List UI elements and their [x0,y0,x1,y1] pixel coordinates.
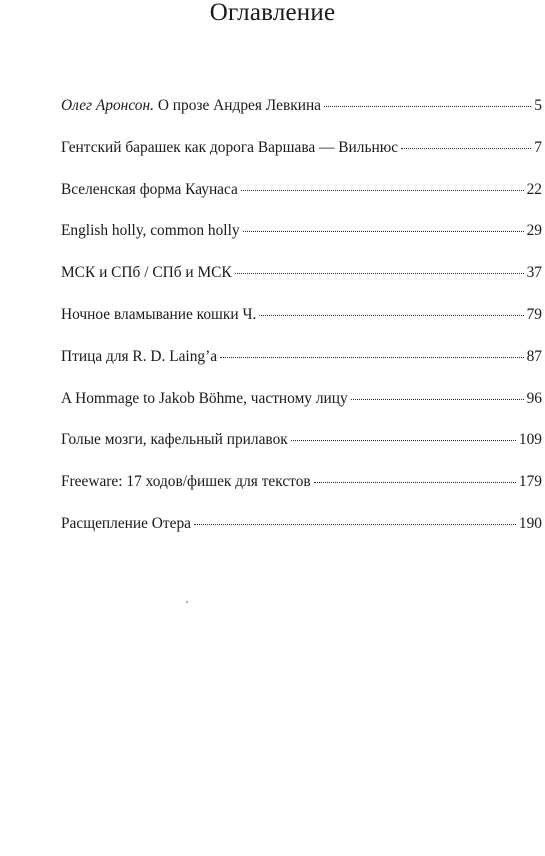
toc-entry-page: 109 [518,431,542,449]
dot-leader [351,399,524,400]
toc-entry-title: Голые мозги, кафельный прилавок [61,431,288,449]
toc-entry-title: МСК и СПб / СПб и МСК [61,264,232,282]
page-title: Оглавление [209,0,336,26]
dot-leader [324,106,531,107]
toc-entry-title: Гентский барашек как дорога Варшава — Вильнюс [61,138,399,156]
toc-entry [61,348,542,390]
toc-entry [61,306,542,348]
toc-entry-title: Птица для R. D. Laing’a [61,347,218,365]
toc-entry-page: 29 [526,222,542,240]
dot-leader [401,148,531,149]
toc-entry [61,473,542,515]
toc-entry-title: Freeware: 17 ходов/фишек для текстов [61,473,311,491]
toc-entry-title: English holly, common holly [61,222,240,240]
toc-entry [61,181,542,223]
toc-entry-title: Ночное вламывание кошки Ч. [61,305,257,323]
toc-entry [61,264,542,306]
dot-leader [243,231,524,232]
toc-entry [61,139,542,181]
toc-entry-title: A Hommage to Jakob Böhme, частному лицу [61,389,348,407]
toc-entry-title: Вселенская форма Каунаса [61,180,238,198]
toc-entry-page: 7 [534,138,542,156]
toc-entry-title: Расщепление Отера [61,514,192,532]
dot-leader [291,440,516,441]
dot-leader [194,524,516,525]
toc-entry [61,515,542,557]
toc-entry [61,431,542,473]
toc-entry-page: 96 [526,389,542,407]
toc-entry [61,390,542,432]
table-of-contents [61,97,542,557]
dot-leader [241,190,524,191]
toc-entry-page: 22 [526,180,542,198]
dot-leader [235,273,524,274]
toc-entry [61,97,542,139]
toc-entry [61,222,542,264]
toc-entry-page: 37 [526,264,542,282]
toc-entry-page: 5 [534,97,542,114]
toc-entry-author: Олег Аронсон. [61,97,154,114]
toc-entry-page: 179 [518,473,542,491]
dot-leader [259,315,523,316]
dot-leader [314,482,516,483]
toc-entry-page: 79 [526,305,542,323]
toc-entry-page: 190 [518,514,542,532]
dot-leader [220,357,524,358]
toc-entry-title: Олег Аронсон. О прозе Андрея Левкина [61,97,322,114]
toc-entry-page: 87 [526,347,542,365]
paper-speck [186,601,188,603]
